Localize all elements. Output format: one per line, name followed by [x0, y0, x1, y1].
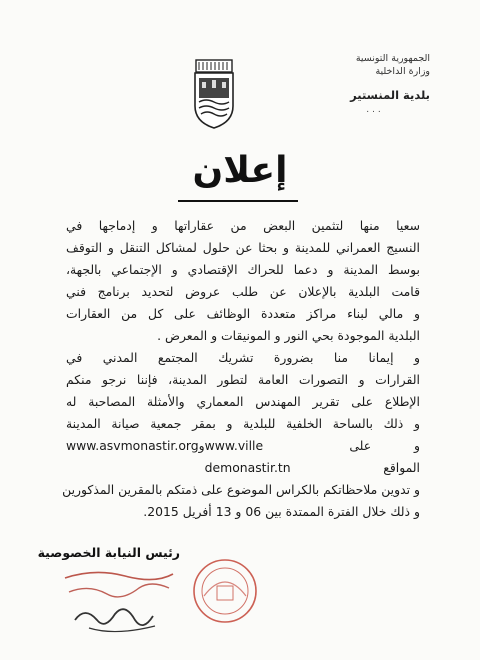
body-line: بوسط المدينة و دعما للحراك الإقتصادي و الإجتماعي بالجهة، [66, 262, 420, 277]
paragraph-2 [62, 347, 420, 523]
body-line: قامت البلدية بالإعلان عن طلب عروض لتحديد برنامج فني [66, 284, 420, 299]
announcement-title: إعلان [192, 150, 288, 191]
letterhead [320, 52, 430, 115]
body-line: و مالي لبناء مراكز متعددة الوظائف على كل من العقارات [66, 306, 420, 321]
websites-and: و [198, 438, 205, 453]
official-stamp-icon [190, 556, 260, 626]
body-line: النسيج العمراني للمدينة و بحثا عن حلول لمشاكل التنقل و التوقف [66, 240, 420, 255]
handwritten-signature-icon [55, 558, 180, 648]
body-line: و إيمانا منا بضرورة تشريك المجتمع المدني في [66, 350, 420, 365]
announcement-body [62, 215, 420, 523]
municipality-label: بلدية المنستير [350, 88, 430, 102]
republic-label: الجمهورية التونسية [355, 53, 430, 64]
websites-prefix: و على المواقع [349, 438, 420, 475]
association-website-link[interactable]: www.asvmonastir.org [66, 438, 199, 453]
municipality-website-link[interactable]: www.ville demonastir.tn [204, 438, 291, 475]
paragraph-1 [66, 215, 420, 347]
body-line: البلدية الموجودة بحي النور و المونيقات و المعرض . [157, 328, 420, 343]
ministry-label: وزارة الداخلية [375, 66, 430, 77]
body-line: و ذلك خلال الفترة الممتدة بين 06 و 13 أفريل 2015. [143, 504, 420, 519]
body-line: و تدوين ملاحظاتكم بالكراس الموضوع على ذمتكم بالمقرين المذكورين [62, 482, 420, 497]
monastir-coat-of-arms-icon [193, 58, 235, 130]
title-underline [178, 200, 298, 202]
body-line: سعيا منها لتثمين البعض من عقاراتها و إدماجها في [66, 218, 420, 233]
websites-line [66, 435, 420, 479]
body-line: الإطلاع على تقرير المهندس المعماري والأمثلة المصاحبة له [66, 394, 420, 409]
signatory-title: رئيس النيابة الخصوصية [37, 545, 180, 560]
header-dots: ... [366, 105, 384, 115]
body-line: القرارات و التصورات العامة لتطور المدينة، فإننا نرجو منكم [66, 372, 420, 387]
body-line: و ذلك بالساحة الخلفية للبلدية و بمقر جمعية صيانة المدينة [66, 416, 420, 431]
